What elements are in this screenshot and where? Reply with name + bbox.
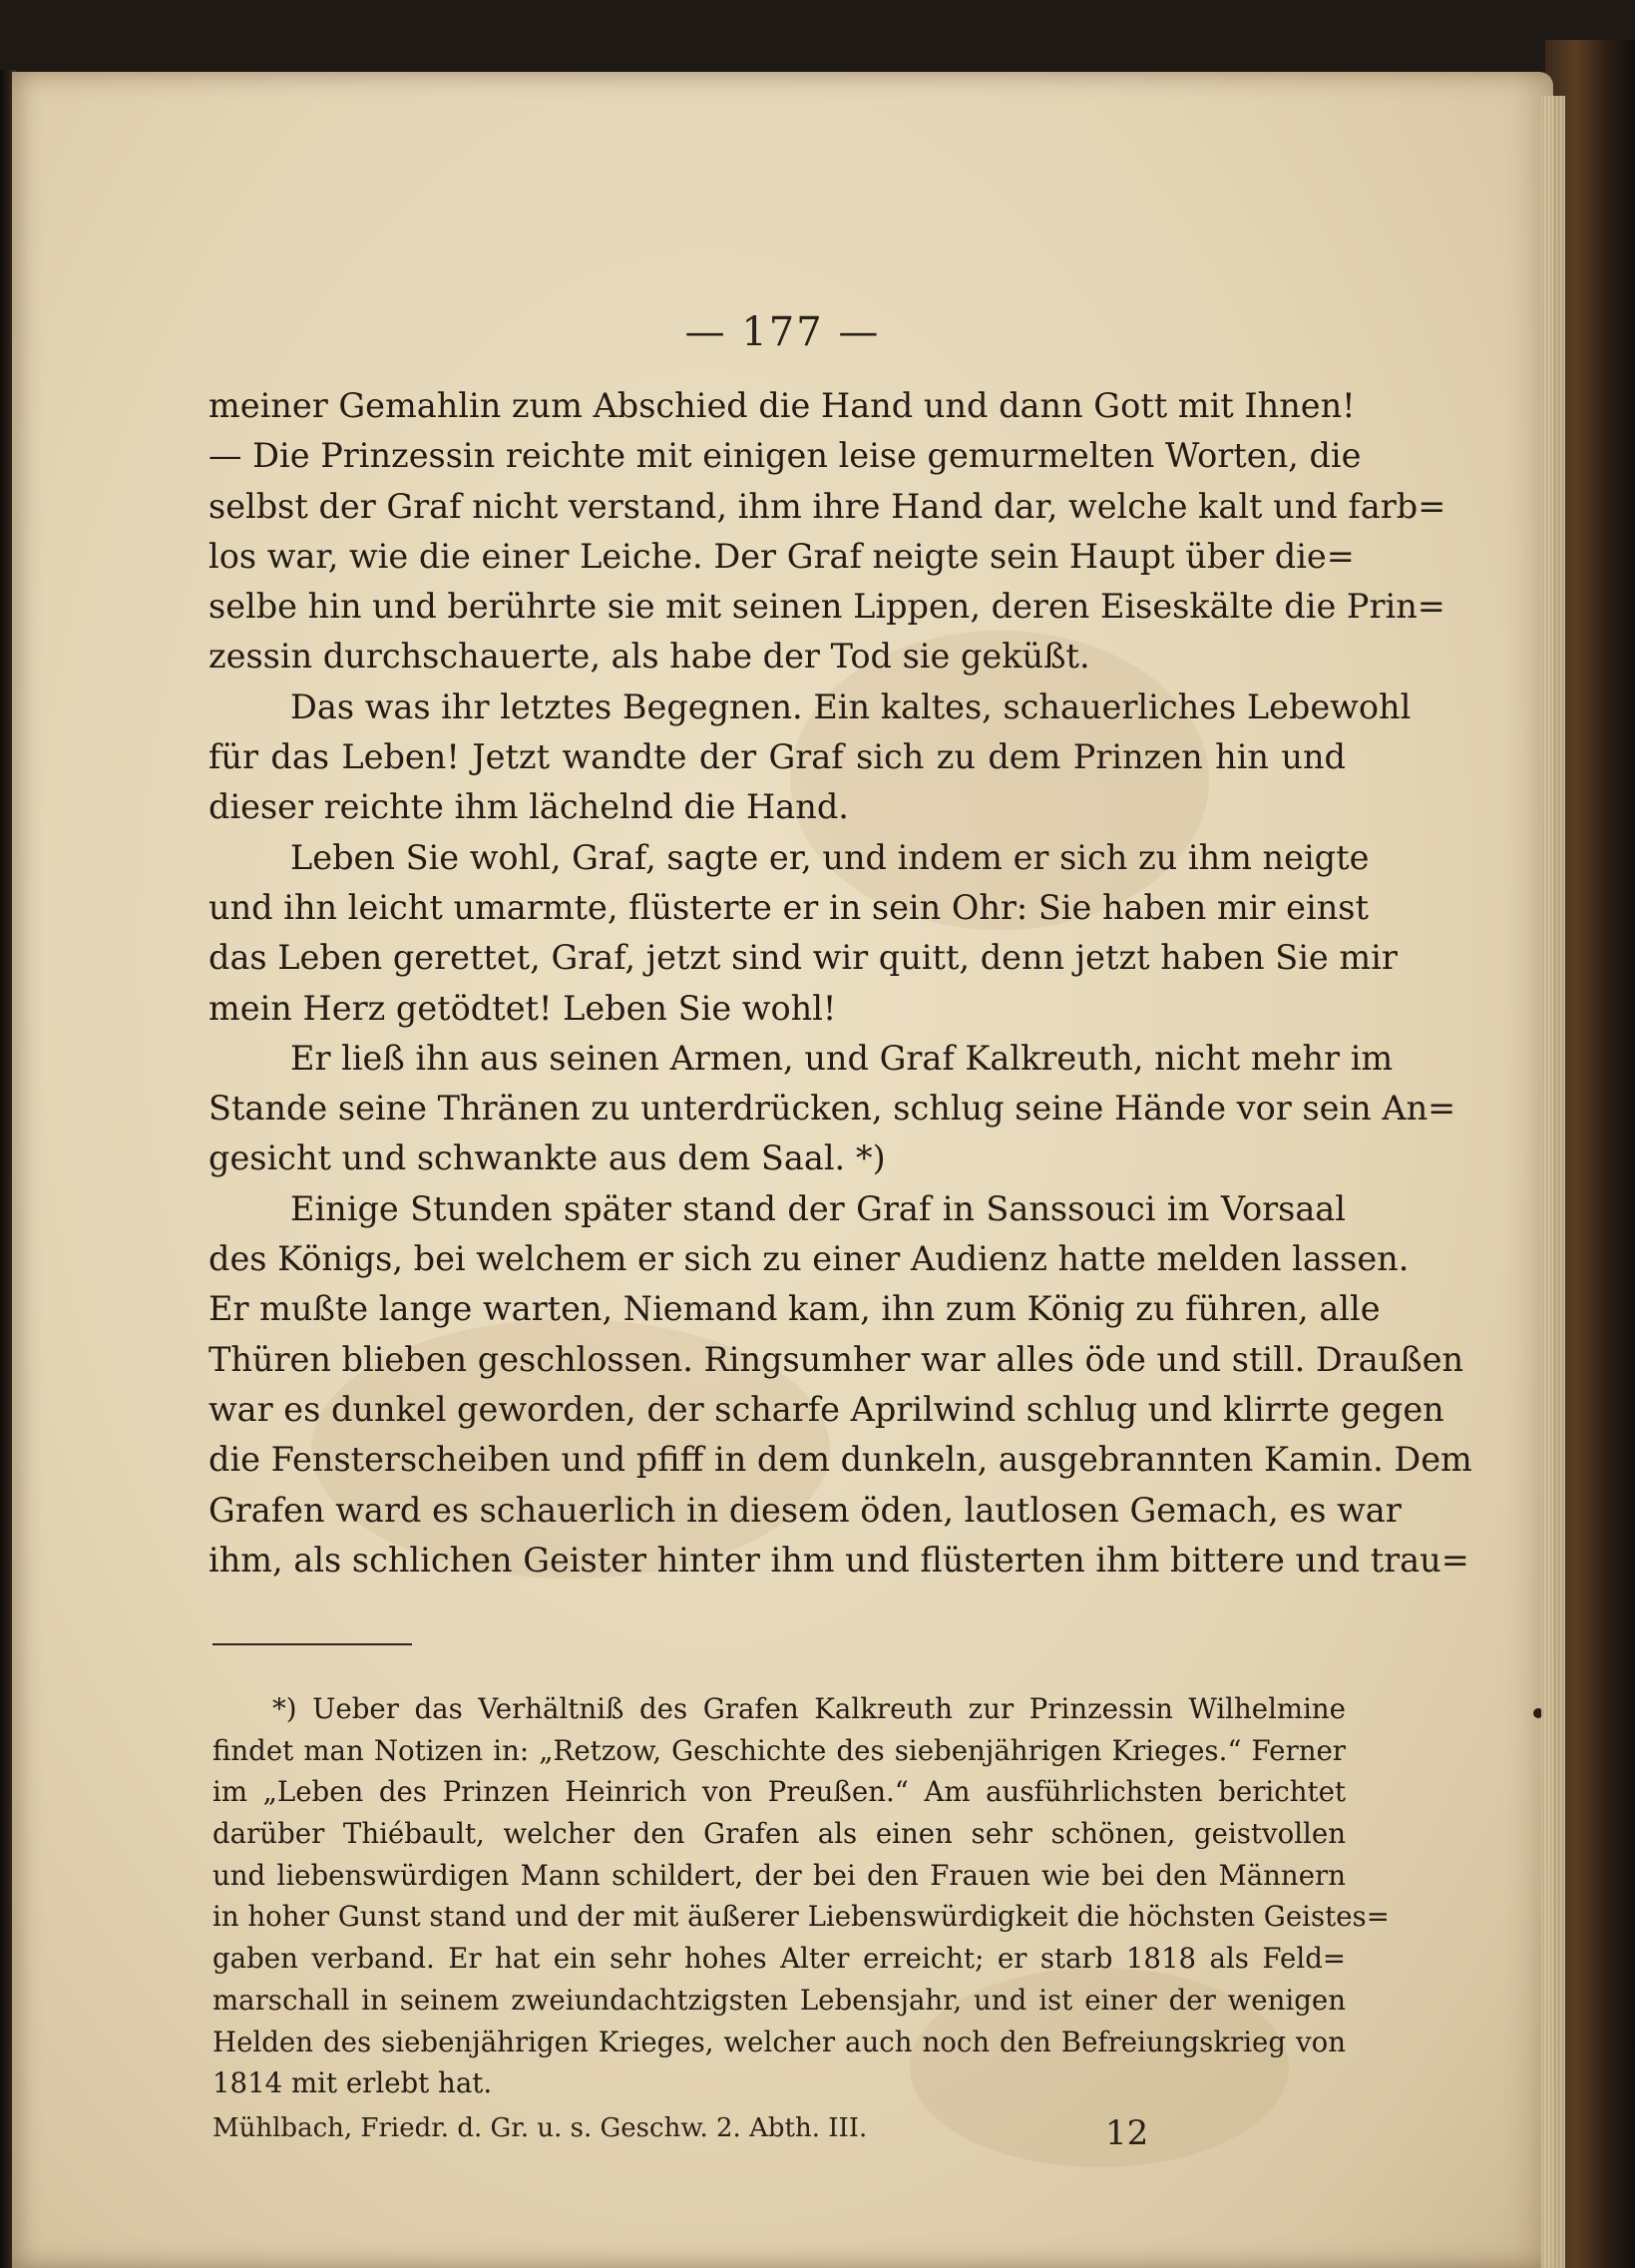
body-text xyxy=(208,381,1472,1586)
text-line: meiner Gemahlin zum Abschied die Hand und dann Gott mit Ihnen! xyxy=(208,386,1356,425)
text-line: gesicht und schwankte aus dem Saal. *) xyxy=(208,1138,886,1178)
text-line: Grafen ward es schauerlich in diesem öden, lautlosen Gemach, es war xyxy=(208,1490,1402,1530)
footnote-line: marschall in seinem zweiundachtzigsten Lebensjahr, und ist einer der wenigen xyxy=(212,1983,1346,2017)
text-line: die Fensterscheiben und pfiff in dem dunkeln, ausgebrannten Kamin. Dem xyxy=(208,1440,1472,1480)
footnote-divider xyxy=(212,1643,412,1645)
text-line: und ihn leicht umarmte, flüsterte er in sein Ohr: Sie haben mir einst xyxy=(208,887,1369,927)
footnote-line: Helden des siebenjährigen Krieges, welcher auch noch den Befreiungskrieg von xyxy=(212,2025,1346,2058)
text-line: war es dunkel geworden, der scharfe Aprilwind schlug und klirrte gegen xyxy=(208,1389,1444,1429)
text-line: zessin durchschauerte, als habe der Tod sie geküßt. xyxy=(208,637,1090,677)
printer-signature-line: Mühlbach, Friedr. d. Gr. u. s. Geschw. 2. Abth. III. xyxy=(212,2113,868,2143)
text-line: für das Leben! Jetzt wandte der Graf sich zu dem Prinzen hin und xyxy=(208,737,1346,777)
text-line: Das was ihr letztes Begegnen. Ein kaltes, schauerliches Lebewohl xyxy=(290,686,1412,726)
footnote-line: darüber Thiébault, welcher den Grafen als einen sehr schönen, geistvollen xyxy=(212,1817,1346,1851)
sheet-number: 12 xyxy=(1105,2113,1149,2153)
text-line: ihm, als schlichen Geister hinter ihm und flüsterten ihm bittere und trau= xyxy=(208,1540,1469,1580)
page-number-header: — 177 — xyxy=(684,309,881,355)
footnote-line: *) Ueber das Verhältniß des Grafen Kalkreuth zur Prinzessin Wilhelmine xyxy=(272,1692,1346,1725)
text-line: mein Herz getödtet! Leben Sie wohl! xyxy=(208,988,837,1028)
text-line: los war, wie die einer Leiche. Der Graf neigte sein Haupt über die= xyxy=(208,536,1355,576)
text-line: Einige Stunden später stand der Graf in Sanssouci im Vorsaal xyxy=(290,1188,1346,1228)
text-line: — Die Prinzessin reichte mit einigen leise gemurmelten Worten, die xyxy=(208,436,1362,476)
footnote-line: 1814 mit erlebt hat. xyxy=(212,2066,493,2100)
text-line: Thüren blieben geschlossen. Ringsumher war alles öde und still. Draußen xyxy=(208,1339,1464,1379)
footnote-line: im „Leben des Prinzen Heinrich von Preußen.“ Am ausführlichsten berichtet xyxy=(212,1775,1346,1809)
text-line: selbst der Graf nicht verstand, ihm ihre Hand dar, welche kalt und farb= xyxy=(208,486,1446,526)
page-stack-edge xyxy=(1541,96,1565,2268)
text-line: das Leben gerettet, Graf, jetzt sind wir quitt, denn jetzt haben Sie mir xyxy=(208,938,1398,978)
text-line: Er mußte lange warten, Niemand kam, ihn zum König zu führen, alle xyxy=(208,1289,1381,1329)
text-line: des Königs, bei welchem er sich zu einer Audienz hatte melden lassen. xyxy=(208,1239,1410,1279)
text-line: selbe hin und berührte sie mit seinen Lippen, deren Eiseskälte die Prin= xyxy=(208,587,1445,627)
text-line: Er ließ ihn aus seinen Armen, und Graf Kalkreuth, nicht mehr im xyxy=(290,1038,1394,1078)
paper-page xyxy=(12,72,1553,2268)
footnote-line: gaben verband. Er hat ein sehr hohes Alter erreicht; er starb 1818 als Feld= xyxy=(212,1942,1346,1976)
text-line: Leben Sie wohl, Graf, sagte er, und indem er sich zu ihm neigte xyxy=(290,837,1370,877)
footnote-line: in hoher Gunst stand und der mit äußerer Liebenswürdigkeit die höchsten Geistes= xyxy=(212,1900,1390,1934)
footnote-line: und liebenswürdigen Mann schildert, der bei den Frauen wie bei den Männern xyxy=(212,1858,1346,1892)
footnote-line: findet man Notizen in: „Retzow, Geschichte des siebenjährigen Krieges.“ Ferner xyxy=(212,1733,1346,1767)
footnote xyxy=(212,1688,1390,2104)
text-line: Stande seine Thränen zu unterdrücken, schlug seine Hände vor sein An= xyxy=(208,1089,1456,1129)
text-line: dieser reichte ihm lächelnd die Hand. xyxy=(208,787,849,827)
